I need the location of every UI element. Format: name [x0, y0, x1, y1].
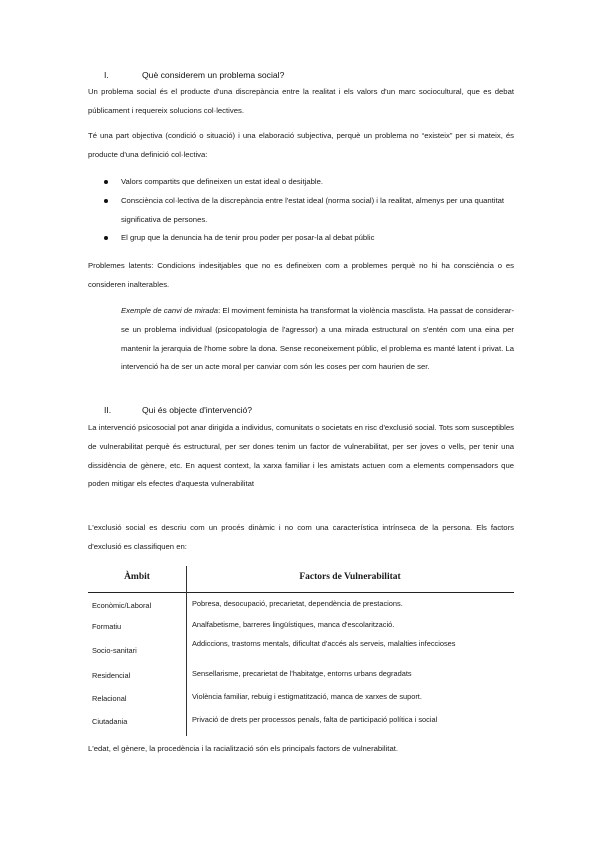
paragraph: Té una part objectiva (condició o situació) i una elaboració subjectiva, perquè un problema no “existeix” per si mateix, és producte d'una definició col·lectiva: — [88, 131, 514, 159]
list-item: Consciència col·lectiva de la discrepància entre l'estat ideal (norma social) i la realitat, almenys per una quantitat significativa de persones. — [104, 192, 514, 230]
column-header: Àmbit — [124, 572, 150, 582]
section-title: Qui és objecte d'intervenció? — [142, 405, 253, 415]
bullet-icon — [104, 180, 108, 184]
table-cell: Formatiu — [92, 622, 122, 631]
table-row — [88, 593, 514, 614]
table-cell: Violència familiar, rebuig i estigmatització, manca de xarxes de suport. — [192, 692, 422, 701]
example-label: Exemple de canvi de mirada — [121, 306, 219, 315]
bullet-list — [104, 173, 514, 248]
section-number: I. — [104, 70, 109, 80]
paragraph: La intervenció psicosocial pot anar dirigida a individus, comunitats o societats en risc d'exclusió social. Tots som susceptibles de vulnerabilitat perquè és estructural, per ser dones tenim un factor de vulnerabilitat, per ser joves o vells, per tenir una dissidència de gènere, etc. En aquest context, la xarxa familiar i les amistats actuen com a elements compensadors que poden mitigar els efectes d'aquesta vulnerabilitat — [88, 423, 514, 489]
paragraph: Un problema social és el producte d'una discrepància entre la realitat i els valors d'un marc sociocultural, que es debat públicament i requereix solucions col·lectives. — [88, 87, 514, 115]
column-header: Factors de Vulnerabilitat — [299, 572, 401, 582]
table-row — [88, 635, 514, 664]
paragraph: Problemes latents: Condicions indesitjables que no es defineixen com a problemes perquè no hi ha consciència o es consideren inalterables. — [88, 261, 514, 289]
table-header — [88, 566, 514, 593]
example-text: : El moviment feminista ha transformat la violència masclista. Ha passat de considerar-se un problema individual (psicopatologia de l'agressor) a una mirada estructural on s'entén com una eina per mantenir la jerarquia de l'home sobre la dona. Sense reconeixement públic, el problema es manté latent i privat. La intervenció ha de ser un acte moral per canviar com són les coses per com haurien de ser. — [121, 306, 515, 372]
table-cell: Sensellarisme, precarietat de l'habitatge, entorns urbans degradats — [192, 669, 412, 678]
list-item: Valors compartits que defineixen un estat ideal o desitjable. — [104, 173, 514, 192]
section-heading-2 — [104, 405, 252, 415]
section-heading-1 — [104, 70, 284, 80]
table-cell: Ciutadania — [92, 717, 128, 726]
paragraph: L'edat, el gènere, la procedència i la racialització són els principals factors de vulnerabilitat. — [88, 744, 398, 753]
table-cell: Pobresa, desocupació, precarietat, dependència de prestacions. — [192, 599, 403, 608]
bullet-icon — [104, 199, 108, 203]
table-divider — [186, 566, 187, 736]
section-number: II. — [104, 405, 112, 415]
table-row — [88, 664, 514, 686]
section-title: Què considerem un problema social? — [142, 70, 285, 80]
table-cell: Relacional — [92, 694, 127, 703]
table-cell: Econòmic/Laboral — [92, 601, 152, 610]
table-row — [88, 709, 514, 731]
table-row — [88, 686, 514, 709]
table-cell: Addiccions, trastorns mentals, dificultat d'accés als serveis, malalties infeccioses — [192, 639, 456, 648]
example-paragraph — [121, 302, 514, 377]
bullet-icon — [104, 236, 108, 240]
table-cell: Privació de drets per processos penals, falta de participació política i social — [192, 715, 438, 724]
paragraph: L'exclusió social es descriu com un procés dinàmic i no com una característica intrínseca de la persona. Els factors d'exclusió es classifiquen en: — [88, 523, 514, 551]
table-row — [88, 614, 514, 635]
vulnerability-table — [88, 566, 514, 731]
table-cell: Socio-sanitari — [92, 646, 137, 655]
table-cell: Residencial — [92, 671, 131, 680]
table-cell: Analfabetisme, barreres lingüístiques, manca d'escolarització. — [192, 620, 395, 629]
list-item: El grup que la denuncia ha de tenir prou poder per posar-la al debat públic — [104, 229, 514, 248]
